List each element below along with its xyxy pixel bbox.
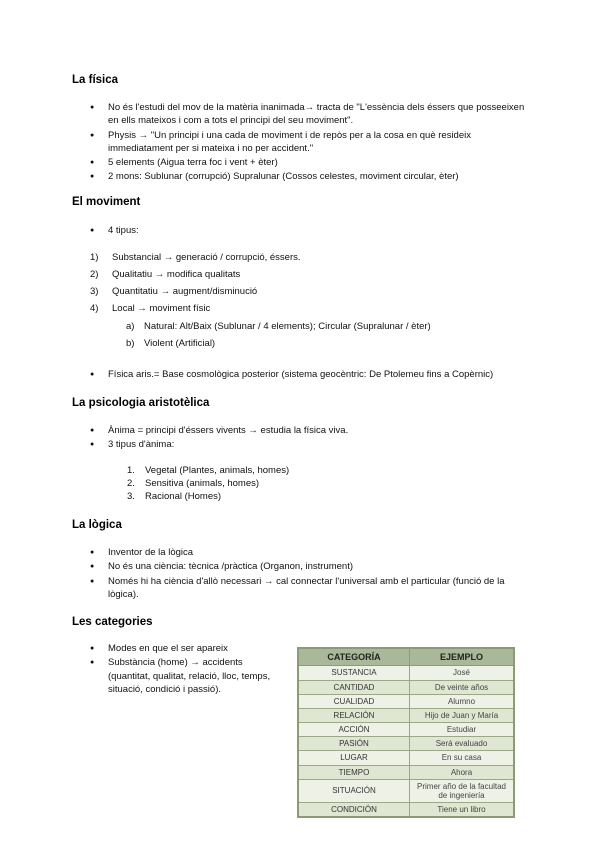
table-cell: Será evaluado [410, 737, 515, 751]
heading-les-categories: Les categories [72, 616, 153, 628]
categories-bullet-list [90, 642, 275, 697]
list-item: ● 4 tipus: [90, 224, 530, 237]
table-cell: José [410, 666, 515, 680]
logica-bullet-list [90, 546, 530, 602]
list-item: ● Inventor de la lògica [90, 546, 530, 559]
table-row [298, 680, 514, 694]
list-item: ● Modes en que el ser apareix [90, 642, 275, 655]
heading-el-moviment: El moviment [72, 196, 141, 208]
table-cell: LUGAR [298, 751, 410, 765]
list-item: ● Ànima = principi d'éssers vivents → estudia la física viva. [90, 424, 530, 437]
table-cell: Tiene un libro [410, 803, 515, 818]
table-cell: CUALIDAD [298, 694, 410, 708]
item-text: Sensitiva (animals, homes) [145, 478, 260, 489]
list-item: ● No és l'estudi del mov de la matèria inanimada→ tracta de "L'essència dels éssers que posseeixen en ells mateixos i com a tots el principi del seu moviment". [90, 101, 530, 128]
heading-la-fisica: La física [72, 74, 119, 86]
table-row [298, 779, 514, 802]
numbered-item [127, 464, 289, 477]
item-text: Qualitatiu → modifica qualitats [112, 269, 241, 280]
table-cell: ACCIÓN [298, 723, 410, 737]
item-text: Racional (Homes) [145, 491, 222, 502]
numbered-item [90, 251, 301, 264]
sub-item [126, 337, 215, 350]
item-marker: 4) [90, 303, 99, 314]
fisica-bullet-list [90, 101, 530, 185]
item-text: Local → moviment físic [112, 303, 211, 314]
list-item: ● Substància (home) → accidents (quantitat, qualitat, relació, lloc, temps, situació, condició i passió). [90, 656, 275, 696]
list-item: ● Física aris.= Base cosmològica posterior (sistema geocèntric: De Ptolemeu fins a Copèrnic) [90, 368, 530, 381]
list-item: ● Physis → "Un principi i una cada de moviment i de repòs per a la cosa en què resideix immediatament per si mateixa i no per accident." [90, 129, 530, 156]
table-cell: Alumno [410, 694, 515, 708]
item-marker: 1. [127, 465, 135, 476]
sub-marker: b) [126, 338, 135, 349]
table-cell: RELACIÓN [298, 708, 410, 722]
item-marker: 2. [127, 478, 135, 489]
table-row [298, 737, 514, 751]
table-row [298, 708, 514, 722]
table-row [298, 751, 514, 765]
table-header: EJEMPLO [410, 648, 515, 666]
heading-la-logica: La lògica [72, 519, 122, 531]
item-marker: 1) [90, 252, 99, 263]
table-cell: SUSTANCIA [298, 666, 410, 680]
sub-marker: a) [126, 321, 135, 332]
numbered-item [90, 285, 257, 298]
table-row [298, 723, 514, 737]
numbered-item [127, 477, 259, 490]
moviment-intro-list [90, 224, 530, 238]
psicologia-bullet-list [90, 424, 530, 453]
numbered-item [127, 490, 221, 503]
table-cell: Estudiar [410, 723, 515, 737]
categories-table [297, 647, 515, 818]
numbered-item [90, 268, 240, 281]
item-text: Quantitatiu → augment/disminució [112, 286, 258, 297]
list-item: ● 2 mons: Sublunar (corrupció) Supralunar (Cossos celestes, moviment circular, èter) [90, 170, 530, 183]
table-row [298, 694, 514, 708]
sub-text: Natural: Alt/Baix (Sublunar / 4 elements); Circular (Supralunar / èter) [144, 321, 431, 332]
list-item: ● Només hi ha ciència d'allò necessari → cal connectar l'universal amb el particular (funció de la lògica). [90, 575, 530, 602]
item-text: Substancial → generació / corrupció, éssers. [112, 252, 301, 263]
sub-item [126, 320, 431, 333]
table-row [298, 803, 514, 818]
table-header: CATEGORÍA [298, 648, 410, 666]
item-marker: 3) [90, 286, 99, 297]
list-item: ● 5 elements (Aigua terra foc i vent + èter) [90, 156, 530, 169]
table-row [298, 666, 514, 680]
sub-text: Violent (Artificial) [144, 338, 216, 349]
list-item: ● No és una ciència: tècnica /pràctica (Organon, instrument) [90, 560, 530, 573]
table-cell: De veinte años [410, 680, 515, 694]
table-row [298, 765, 514, 779]
table-cell: TIEMPO [298, 765, 410, 779]
table-cell: CONDICIÓN [298, 803, 410, 818]
table-cell: Primer año de la facultad de ingeniería [410, 779, 515, 802]
table-cell: Ahora [410, 765, 515, 779]
table-cell: Hijo de Juan y María [410, 708, 515, 722]
table-cell: PASIÓN [298, 737, 410, 751]
table-header-row [298, 648, 514, 666]
heading-psicologia: La psicologia aristotèlica [72, 397, 210, 409]
item-marker: 2) [90, 269, 99, 280]
item-marker: 3. [127, 491, 135, 502]
table-cell: En su casa [410, 751, 515, 765]
moviment-note-list [90, 368, 530, 382]
table-cell: CANTIDAD [298, 680, 410, 694]
numbered-item [90, 302, 210, 315]
list-item: ● 3 tipus d'ànima: [90, 438, 530, 451]
item-text: Vegetal (Plantes, animals, homes) [145, 465, 290, 476]
table-cell: SITUACIÓN [298, 779, 410, 802]
